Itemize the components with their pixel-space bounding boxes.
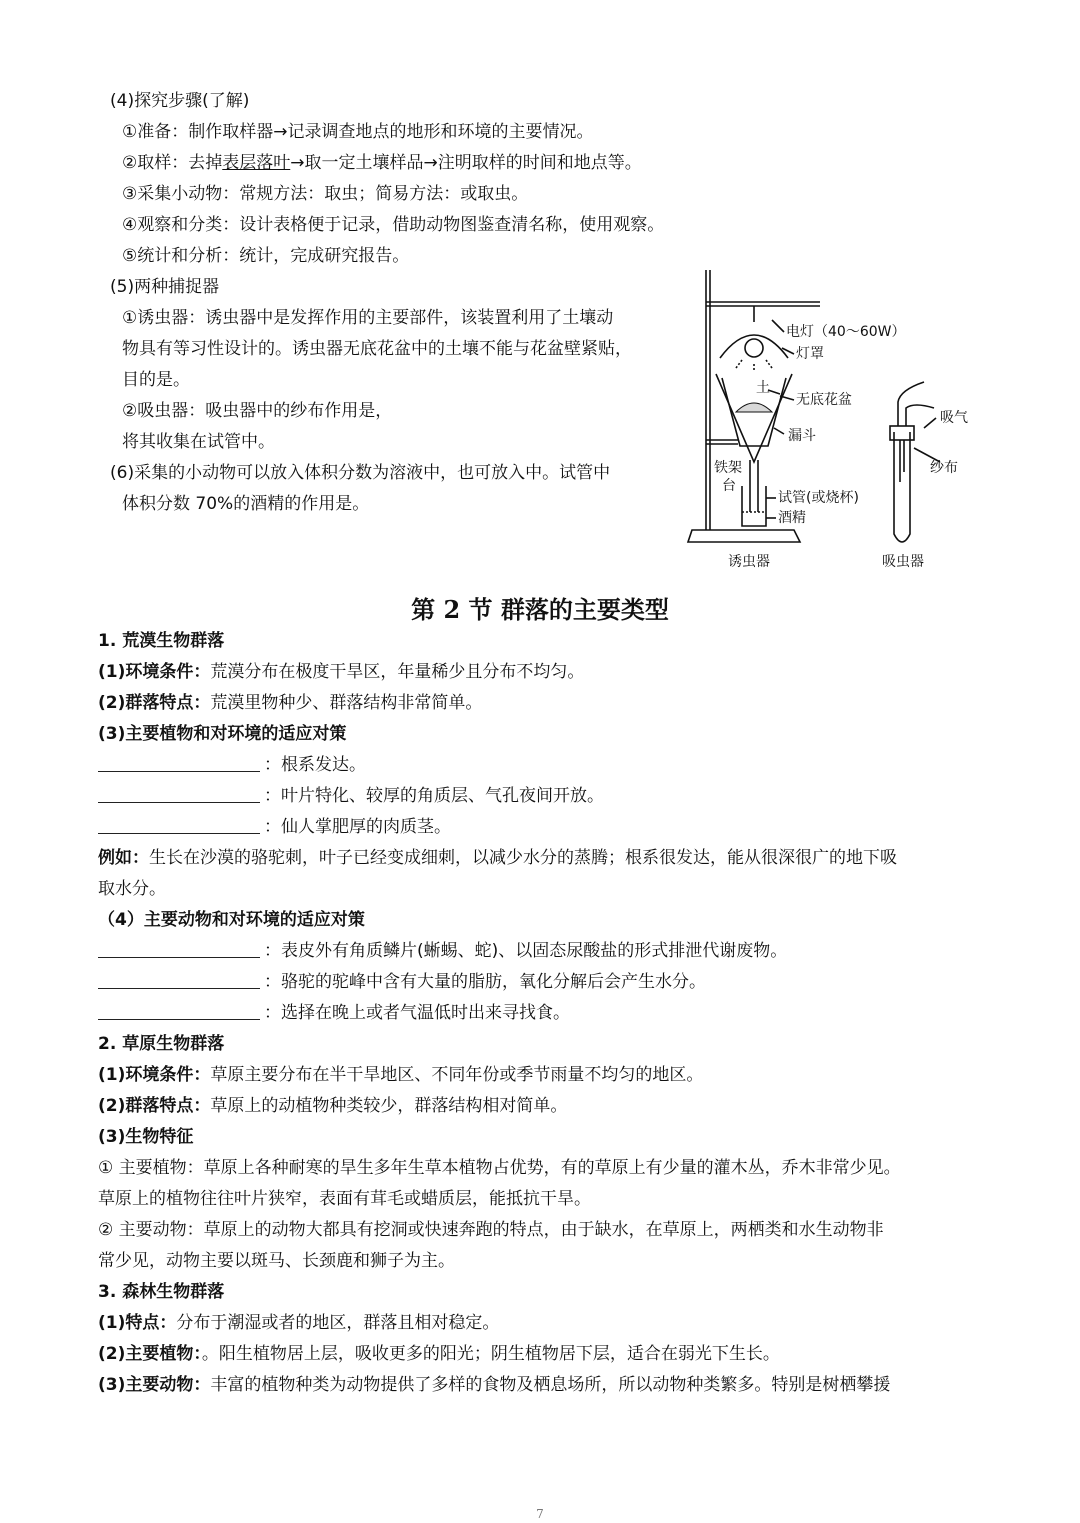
lamp-bulb (745, 339, 763, 357)
desert-animal-3 (98, 1002, 570, 1024)
answer-blank[interactable] (98, 755, 260, 772)
collect-storage-line1: (6)采集的小动物可以放入体积分数为溶液中，也可放入中。试管中 (110, 463, 611, 483)
step-sampling-b: →取一定土壤样品→注明取样的时间和地点等。 (290, 153, 642, 173)
desert-example-text: 生长在沙漠的骆驼刺，叶子已经变成细刺，以减少水分的蒸腾；根系很发达，能从很深很广的地下吸 (149, 848, 897, 868)
desert-environment-text: 荒漠分布在极度干旱区，年量稀少且分布不均匀。 (210, 662, 585, 682)
step-sampling-a: ②取样：去掉 (122, 153, 223, 173)
desert-plant-1-text: ：根系发达。 (264, 755, 366, 775)
desert-plant-1 (98, 754, 366, 776)
forest-features (98, 1312, 499, 1334)
answer-blank[interactable] (98, 786, 260, 803)
label-stand-2: 台 (722, 478, 736, 494)
desert-animal-1 (98, 940, 787, 962)
forest-plants-label: (2)主要植物： (98, 1344, 202, 1364)
step-statistics: ⑤统计和分析：统计，完成研究报告。 (122, 246, 410, 266)
desert-animal-2 (98, 971, 706, 993)
label-tube: 试管(或烧杯) (778, 490, 859, 506)
answer-blank[interactable] (98, 817, 260, 834)
grass-features-text: 草原上的动植物种类较少，群落结构相对简单。 (210, 1096, 568, 1116)
section-title: 第 2 节 群落的主要类型 (411, 595, 669, 624)
catcher-lure-line3: 目的是。 (122, 370, 190, 390)
desert-animal-2-text: ：骆驼的驼峰中含有大量的脂肪，氧化分解后会产生水分。 (264, 972, 706, 992)
desert-plant-3 (98, 816, 451, 838)
page-number: 7 (536, 1507, 544, 1521)
catcher-lure-line1: ①诱虫器：诱虫器中是发挥作用的主要部件，该装置利用了土壤动 (122, 308, 614, 328)
step-collect: ③采集小动物：常规方法：取虫；简易方法：或取虫。 (122, 184, 529, 204)
desert-features-text: 荒漠里物种少、群落结构非常简单。 (210, 693, 483, 713)
forest-animals-label: (3)主要动物： (98, 1375, 211, 1395)
desert-animals-heading: （4）主要动物和对环境的适应对策 (98, 910, 365, 930)
desert-example-line1 (98, 847, 897, 869)
caption-lure-trap: 诱虫器 (728, 554, 770, 570)
desert-heading: 1. 荒漠生物群落 (98, 631, 225, 651)
desert-environment-label: (1)环境条件： (98, 662, 211, 682)
stand-base (688, 530, 800, 542)
desert-environment (98, 661, 584, 683)
label-lamp: 电灯（40～60W） (786, 324, 906, 340)
grass-environment-text: 草原主要分布在半干旱地区、不同年份或季节雨量不均匀的地区。 (210, 1065, 704, 1085)
desert-plant-2-text: ：叶片特化、较厚的角质层、气孔夜间开放。 (264, 786, 604, 806)
grass-animals-line1: ② 主要动物：草原上的动物大都具有挖洞或快速奔跑的特点，由于缺水，在草原上，两栖类和水生动物非 (98, 1220, 884, 1240)
grass-heading: 2. 草原生物群落 (98, 1034, 225, 1054)
label-gauze: 纱布 (930, 460, 958, 476)
aspirator-tube (894, 432, 910, 542)
label-shade: 灯罩 (796, 346, 824, 362)
trap-diagram (684, 262, 984, 580)
desert-features-label: (2)群落特点： (98, 693, 211, 713)
grass-features-label: (2)群落特点： (98, 1096, 211, 1116)
label-funnel: 漏斗 (788, 428, 816, 444)
label-alcohol: 酒精 (778, 510, 806, 526)
desert-plant-3-text: ：仙人掌肥厚的肉质茎。 (264, 817, 451, 837)
step-sampling (122, 152, 642, 174)
forest-features-text: 分布于潮湿或者的地区，群落且相对稳定。 (176, 1313, 500, 1333)
catcher-suction-line2: 将其收集在试管中。 (122, 432, 275, 452)
catcher-heading: (5)两种捕捉器 (110, 277, 220, 297)
forest-animals-text: 丰富的植物种类为动物提供了多样的食物及栖息场所，所以动物种类繁多。特别是树栖攀援 (210, 1375, 891, 1395)
forest-plants (98, 1343, 780, 1365)
forest-heading: 3. 森林生物群落 (98, 1282, 225, 1302)
grass-features (98, 1095, 567, 1117)
label-air: 吸气 (940, 410, 968, 426)
grass-environment-label: (1)环境条件： (98, 1065, 211, 1085)
grass-environment (98, 1064, 703, 1086)
answer-blank[interactable] (98, 972, 260, 989)
label-soil: 土 (756, 380, 770, 396)
desert-plant-2 (98, 785, 604, 807)
catcher-lure-line2: 物具有等习性设计的。诱虫器无底花盆中的土壤不能与花盆壁紧贴， (122, 339, 632, 359)
label-stand-1: 铁架 (714, 460, 742, 476)
step-heading: (4)探究步骤(了解) (110, 91, 250, 111)
desert-example-line2: 取水分。 (98, 879, 166, 899)
catcher-suction-line1: ②吸虫器：吸虫器中的纱布作用是， (122, 401, 393, 421)
grass-plants-line1: ① 主要植物：草原上各种耐寒的旱生多年生草本植物占优势，有的草原上有少量的灌木丛，乔木非常少见。 (98, 1158, 901, 1178)
caption-aspirator: 吸虫器 (882, 554, 924, 570)
desert-example-label: 例如： (98, 848, 149, 868)
answer-blank[interactable] (98, 1003, 260, 1020)
label-pot: 无底花盆 (796, 392, 852, 408)
answer-blank[interactable] (98, 941, 260, 958)
collect-storage-line2: 体积分数 70%的酒精的作用是。 (122, 494, 370, 514)
desert-animal-3-text: ：选择在晚上或者气温低时出来寻找食。 (264, 1003, 570, 1023)
desert-plants-heading: (3)主要植物和对环境的适应对策 (98, 724, 347, 744)
forest-animals (98, 1374, 890, 1396)
step-sampling-underlined: 表层落叶 (222, 153, 291, 173)
grass-plants-line2: 草原上的植物往往叶片狭窄，表面有茸毛或蜡质层，能抵抗干旱。 (98, 1189, 591, 1209)
desert-features (98, 692, 482, 714)
forest-features-label: (1)特点： (98, 1313, 177, 1333)
collection-tube (742, 486, 766, 526)
step-prepare: ①准备：制作取样器→记录调查地点的地形和环境的主要情况。 (122, 122, 594, 142)
forest-plants-text: 。阳生植物居上层，吸收更多的阳光；阴生植物居下层，适合在弱光下生长。 (201, 1344, 780, 1364)
desert-animal-1-text: ：表皮外有角质鳞片(蜥蜴、蛇)、以固态尿酸盐的形式排泄代谢废物。 (264, 941, 788, 961)
grass-bio-heading: (3)生物特征 (98, 1127, 194, 1147)
grass-animals-line2: 常少见，动物主要以斑马、长颈鹿和狮子为主。 (98, 1251, 455, 1271)
step-observe: ④观察和分类：设计表格便于记录，借助动物图鉴查清名称，使用观察。 (122, 215, 665, 235)
